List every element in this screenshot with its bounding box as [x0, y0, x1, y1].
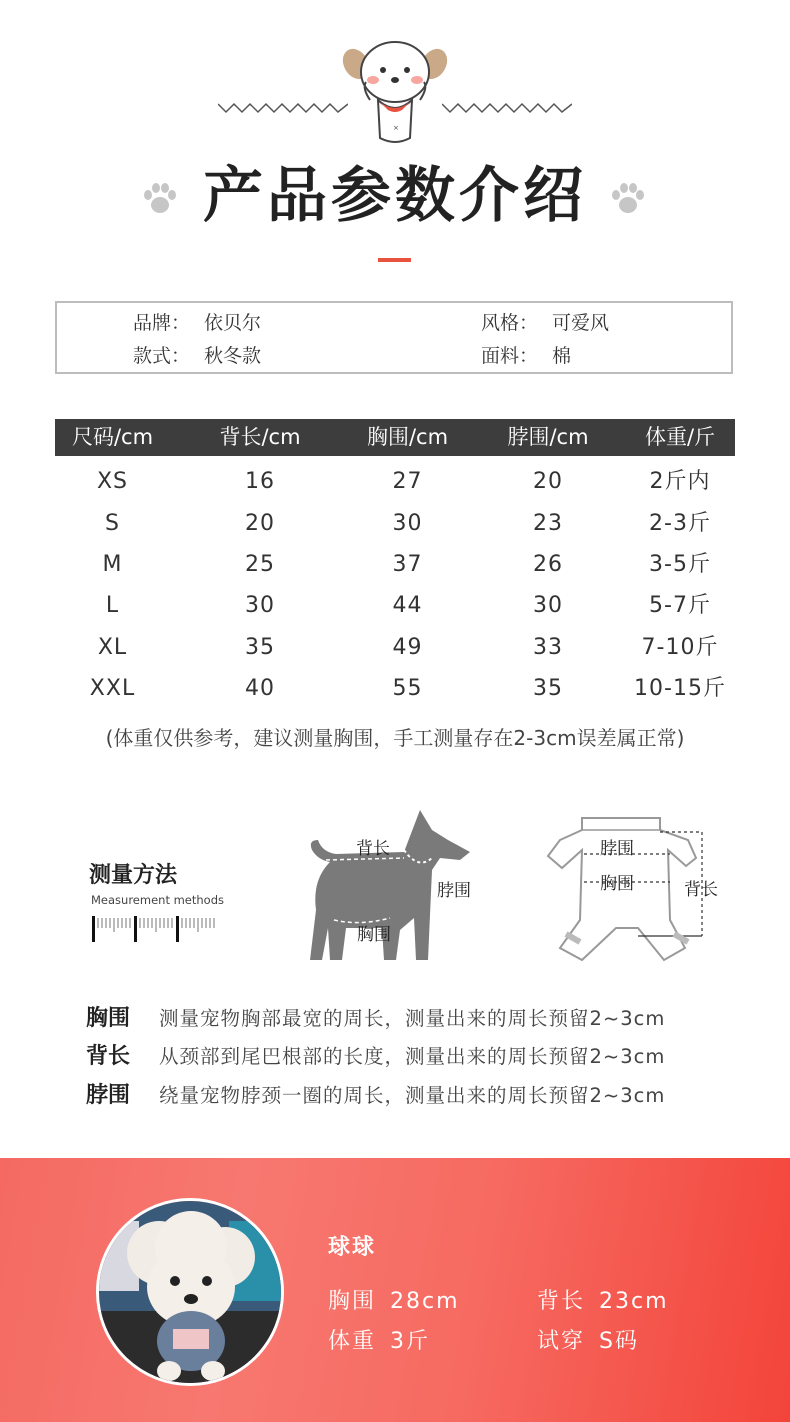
column-header: 脖围/cm — [507, 425, 589, 449]
ruler-icon — [90, 914, 220, 944]
table-cell: M — [102, 552, 123, 577]
info-model-value: 秋冬款 — [204, 345, 262, 367]
paw-print-icon — [608, 178, 648, 218]
definition-term: 胸围 — [86, 1006, 131, 1031]
info-fabric — [481, 344, 571, 368]
title-underline — [378, 258, 411, 262]
info-fabric-value: 棉 — [552, 345, 572, 367]
clothes-label-back: 背长 — [684, 880, 718, 900]
zigzag-decoration-left — [218, 98, 348, 118]
table-cell: 25 — [245, 552, 275, 577]
table-cell: XL — [97, 635, 128, 660]
table-row — [55, 586, 735, 626]
model-stat-value: S码 — [599, 1329, 639, 1354]
model-stat-value: 28cm — [390, 1289, 460, 1314]
table-cell: 35 — [533, 676, 563, 701]
clothes-label-neck: 脖围 — [600, 839, 634, 859]
table-cell: 33 — [533, 635, 563, 660]
model-stat-label: 试穿 — [537, 1329, 586, 1354]
svg-text:×: × — [393, 124, 399, 132]
table-cell: 20 — [245, 511, 275, 536]
info-model-label: 款式： — [133, 345, 191, 367]
puppy-mascot-icon — [340, 38, 450, 148]
table-cell: 23 — [533, 511, 563, 536]
dog-label-neck: 脖围 — [437, 881, 471, 901]
table-row — [55, 462, 735, 502]
model-stat-label: 背长 — [537, 1289, 586, 1314]
table-cell: 27 — [392, 469, 423, 494]
info-style — [481, 311, 609, 335]
table-cell: 30 — [245, 593, 275, 618]
table-cell: 26 — [533, 552, 563, 577]
table-cell: 2-3斤 — [649, 511, 711, 536]
model-stat-value: 3斤 — [390, 1329, 431, 1354]
table-cell: 10-15斤 — [634, 676, 726, 701]
definition-term: 背长 — [86, 1044, 131, 1069]
column-header: 胸围/cm — [366, 425, 449, 449]
definition-desc: 从颈部到尾巴根部的长度，测量出来的周长预留2~3cm — [159, 1045, 666, 1068]
table-cell: 20 — [533, 469, 563, 494]
column-header: 体重/斤 — [644, 425, 716, 449]
model-stat-label: 胸围 — [328, 1289, 377, 1314]
table-cell: 5-7斤 — [649, 593, 711, 618]
definition-term: 脖围 — [86, 1083, 131, 1108]
model-stat-weight — [328, 1324, 430, 1355]
model-dog-photo — [96, 1198, 284, 1386]
info-brand — [133, 311, 261, 335]
info-fabric-label: 面料： — [481, 345, 539, 367]
info-brand-value: 依贝尔 — [204, 312, 262, 334]
definition-desc: 测量宠物胸部最宽的周长，测量出来的周长预留2~3cm — [159, 1007, 666, 1030]
info-model — [133, 344, 261, 368]
column-header: 背长/cm — [219, 425, 301, 449]
table-cell: 7-10斤 — [641, 635, 719, 660]
table-row — [55, 545, 735, 585]
model-stat-value: 23cm — [599, 1289, 669, 1314]
table-row — [55, 628, 735, 668]
info-style-label: 风格： — [481, 312, 539, 334]
size-table-header — [55, 419, 735, 456]
info-brand-label: 品牌： — [133, 312, 191, 334]
table-cell: 35 — [245, 635, 275, 660]
table-cell: 30 — [392, 511, 423, 536]
table-cell: L — [105, 593, 120, 618]
page-title: 产品参数介绍 — [203, 161, 587, 231]
table-cell: XXL — [89, 676, 136, 701]
definition-row-chest — [86, 1002, 726, 1036]
model-stat-chest — [328, 1284, 460, 1315]
table-row — [55, 669, 735, 709]
table-cell: 37 — [392, 552, 423, 577]
measurement-title: 测量方法 — [89, 863, 178, 888]
table-cell: 30 — [533, 593, 563, 618]
table-cell: 3-5斤 — [649, 552, 711, 577]
table-cell: S — [105, 511, 120, 536]
measurement-subtitle: Measurement methods — [91, 893, 225, 907]
table-note: (体重仅供参考，建议测量胸围，手工测量存在2-3cm误差属正常) — [105, 726, 685, 750]
column-header: 尺码/cm — [71, 425, 154, 449]
clothes-label-chest: 胸围 — [600, 874, 634, 894]
table-row — [55, 504, 735, 544]
definition-row-neck — [86, 1079, 726, 1113]
model-name: 球球 — [328, 1235, 377, 1260]
dog-label-back: 背长 — [356, 839, 390, 859]
definition-row-back — [86, 1040, 726, 1074]
info-style-value: 可爱风 — [552, 312, 610, 334]
table-cell: 55 — [392, 676, 423, 701]
table-cell: 2斤内 — [649, 469, 711, 494]
zigzag-decoration-right — [442, 98, 572, 118]
table-cell: 40 — [245, 676, 275, 701]
table-cell: 16 — [245, 469, 275, 494]
model-stat-back — [537, 1284, 669, 1315]
dog-label-chest: 胸围 — [357, 925, 391, 945]
table-cell: 44 — [392, 593, 423, 618]
definition-desc: 绕量宠物脖颈一圈的周长，测量出来的周长预留2~3cm — [159, 1084, 666, 1107]
model-stat-try — [537, 1324, 639, 1355]
table-cell: 49 — [392, 635, 423, 660]
table-cell: XS — [96, 469, 129, 494]
model-stat-label: 体重 — [328, 1329, 377, 1354]
